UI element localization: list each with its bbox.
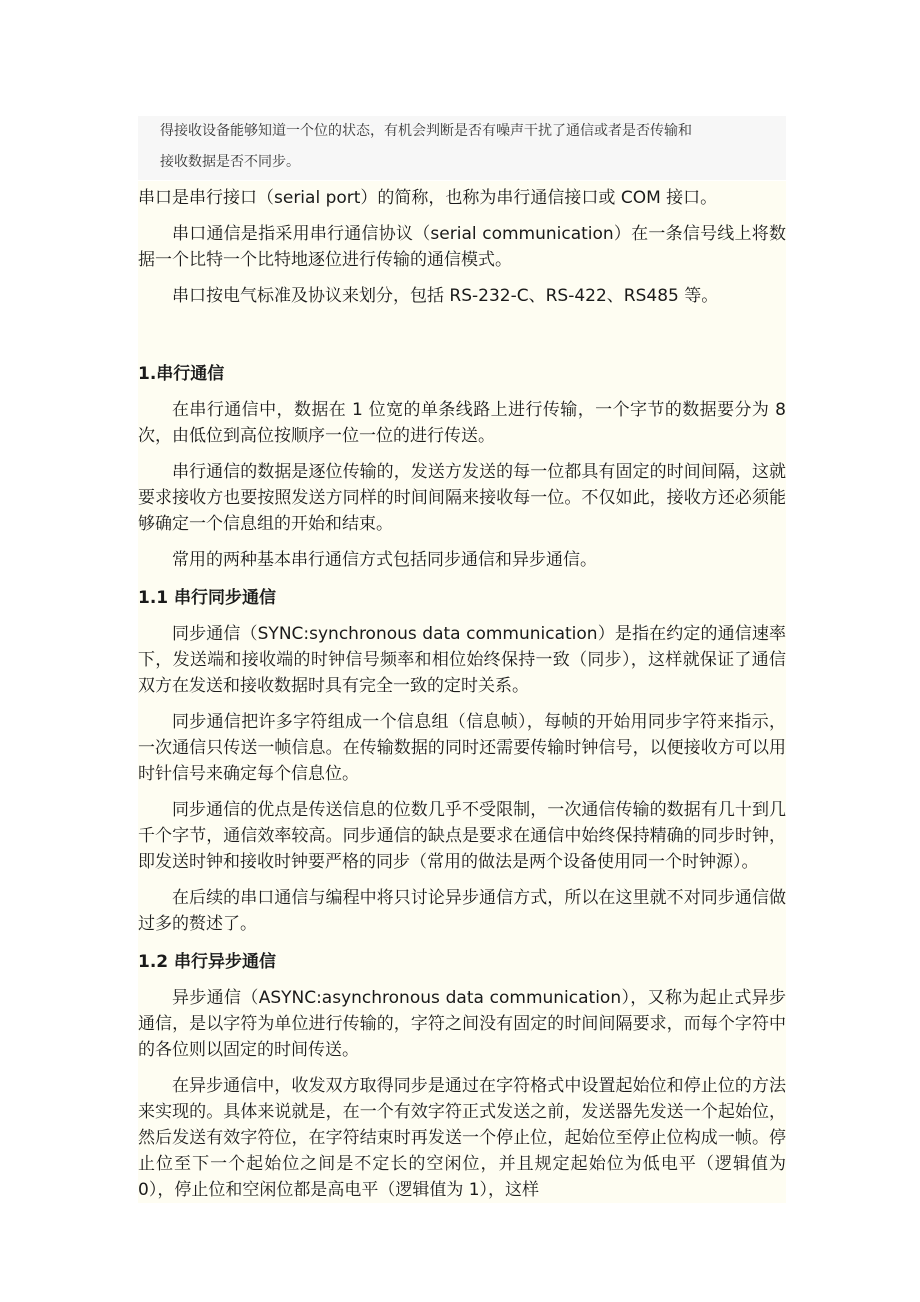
section-1-paragraph-1: 在串行通信中，数据在 1 位宽的单条线路上进行传输，一个字节的数据要分为 8 次，由低位到高位按顺序一位一位的进行传送。	[138, 400, 786, 446]
section-1-paragraph-2: 串行通信的数据是逐位传输的，发送方发送的每一位都具有固定的时间间隔，这就要求接收方也要按照发送方同样的时间间隔来接收每一位。不仅如此，接收方还必须能够确定一个信息组的开始和结束。	[138, 462, 786, 534]
intro-paragraph-3: 串口按电气标准及协议来划分，包括 RS-232-C、RS-422、RS485 等。	[172, 286, 719, 306]
section-heading-synchronous: 1.1 串行同步通信	[138, 588, 277, 608]
quoted-note-line-2: 接收数据是否不同步。	[160, 154, 300, 170]
section-1-1-paragraph-2: 同步通信把许多字符组成一个信息组（信息帧），每帧的开始用同步字符来指示，一次通信只传送一帧信息。在传输数据的同时还需要传输时钟信号，以便接收方可以用时针信号来确定每个信息位。	[138, 712, 786, 784]
section-heading-serial-communication: 1.串行通信	[138, 364, 225, 384]
section-1-2-paragraph-1: 异步通信（ASYNC:asynchronous data communication），又称为起止式异步通信，是以字符为单位进行传输的，字符之间没有固定的时间间隔要求，而每个字符中的各位则以固定的时间传送。	[138, 988, 786, 1060]
intro-paragraph-1: 串口是串行接口（serial port）的简称，也称为串行通信接口或 COM 接口。	[138, 188, 718, 208]
section-1-1-paragraph-4: 在后续的串口通信与编程中将只讨论异步通信方式，所以在这里就不对同步通信做过多的赘述了。	[138, 888, 786, 934]
section-heading-asynchronous: 1.2 串行异步通信	[138, 952, 277, 972]
section-1-2-paragraph-2: 在异步通信中，收发双方取得同步是通过在字符格式中设置起始位和停止位的方法来实现的。具体来说就是，在一个有效字符正式发送之前，发送器先发送一个起始位，然后发送有效字符位，在字符结束时再发送一个停止位，起始位至停止位构成一帧。停止位至下一个起始位之间是不定长的空闲位，并且规定起始位为低电平（逻辑值为 0），停止位和空闲位都是高电平（逻辑值为 1），这样	[138, 1076, 786, 1200]
quoted-note	[138, 116, 786, 180]
intro-paragraph-2: 串口通信是指采用串行通信协议（serial communication）在一条信号线上将数据一个比特一个比特地逐位进行传输的通信模式。	[138, 224, 786, 270]
quoted-note-line-1: 得接收设备能够知道一个位的状态，有机会判断是否有噪声干扰了通信或者是否传输和	[160, 123, 692, 139]
section-1-1-paragraph-3: 同步通信的优点是传送信息的位数几乎不受限制，一次通信传输的数据有几十到几千个字节，通信效率较高。同步通信的缺点是要求在通信中始终保持精确的同步时钟，即发送时钟和接收时钟要严格的同步（常用的做法是两个设备使用同一个时钟源）。	[138, 800, 786, 872]
section-1-paragraph-3: 常用的两种基本串行通信方式包括同步通信和异步通信。	[172, 550, 597, 570]
section-1-1-paragraph-1: 同步通信（SYNC:synchronous data communication）是指在约定的通信速率下，发送端和接收端的时钟信号频率和相位始终保持一致（同步），这样就保证了通信双方在发送和接收数据时具有完全一致的定时关系。	[138, 624, 786, 696]
article-body	[138, 181, 786, 1203]
